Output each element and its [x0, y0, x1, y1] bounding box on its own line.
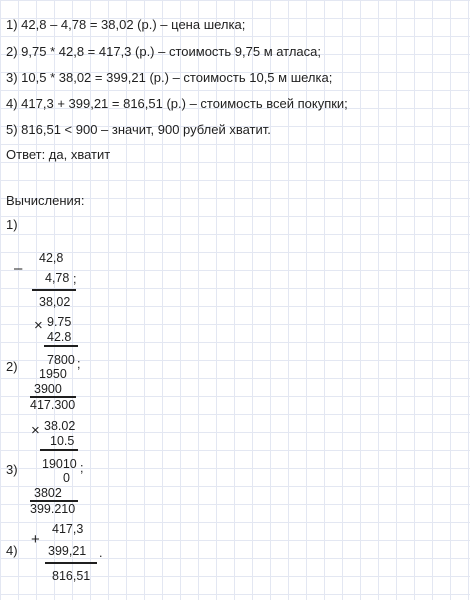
calc-1-operand-a: 42,8 — [39, 251, 64, 265]
calc-3-punct: ; — [80, 461, 84, 475]
answer-line: Ответ: да, хватит — [6, 147, 111, 162]
calc-3-result: 399.210 — [30, 502, 76, 516]
calc-4-label: 4) — [6, 543, 18, 558]
calc-4-operand-b: 399,21 — [48, 544, 87, 558]
calc-2-partial-2: 1950 — [39, 367, 67, 381]
calc-3-partial-2: 0 — [63, 471, 70, 485]
solution-line-5: 5) 816,51 < 900 – значит, 900 рублей хватит. — [6, 122, 271, 137]
calc-4-result-line — [45, 562, 97, 564]
solution-line-4: 4) 417,3 + 399,21 = 816,51 (р.) – стоимость всей покупки; — [6, 96, 348, 111]
calc-2-multiply-line — [44, 345, 78, 347]
calc-3-partial-1: 19010 — [42, 457, 77, 471]
calc-4-result: 816,51 — [52, 569, 91, 583]
calc-3-multiply-line — [40, 449, 78, 451]
calc-1-operand-b: 4,78 — [45, 271, 70, 285]
plus-sign: + — [31, 531, 40, 548]
calc-2-partial-1: 7800 — [47, 353, 75, 367]
calc-2-label: 2) — [6, 359, 18, 374]
calc-1-label: 1) — [6, 217, 18, 232]
calc-3-label: 3) — [6, 462, 18, 477]
calc-1-result: 38,02 — [39, 295, 71, 309]
solution-line-1: 1) 42,8 – 4,78 = 38,02 (р.) – цена шелка; — [6, 17, 246, 32]
minus-sign: – — [14, 260, 23, 277]
calc-4-punct: . — [99, 546, 103, 560]
calc-1-result-line — [32, 289, 76, 291]
calc-3-partial-3: 3802 — [34, 486, 62, 500]
calculations-heading: Вычисления: — [6, 193, 85, 208]
calc-3-operand-b: 10.5 — [50, 434, 75, 448]
calc-2-punct: ; — [77, 357, 81, 371]
calc-2-partial-3: 3900 — [34, 382, 62, 396]
calc-1-punct: ; — [73, 272, 77, 286]
calc-3-operand-a: 38.02 — [44, 419, 76, 433]
solution-line-2: 2) 9,75 * 42,8 = 417,3 (р.) – стоимость 9,75 м атласа; — [6, 44, 322, 59]
calc-4-operand-a: 417,3 — [52, 522, 84, 536]
solution-line-3: 3) 10,5 * 38,02 = 399,21 (р.) – стоимость 10,5 м шелка; — [6, 70, 333, 85]
multiply-sign: × — [34, 317, 43, 334]
calc-2-operand-a: 9.75 — [47, 315, 72, 329]
multiply-sign: × — [31, 422, 40, 439]
calc-2-result: 417.300 — [30, 398, 76, 412]
calc-2-operand-b: 42.8 — [47, 330, 72, 344]
